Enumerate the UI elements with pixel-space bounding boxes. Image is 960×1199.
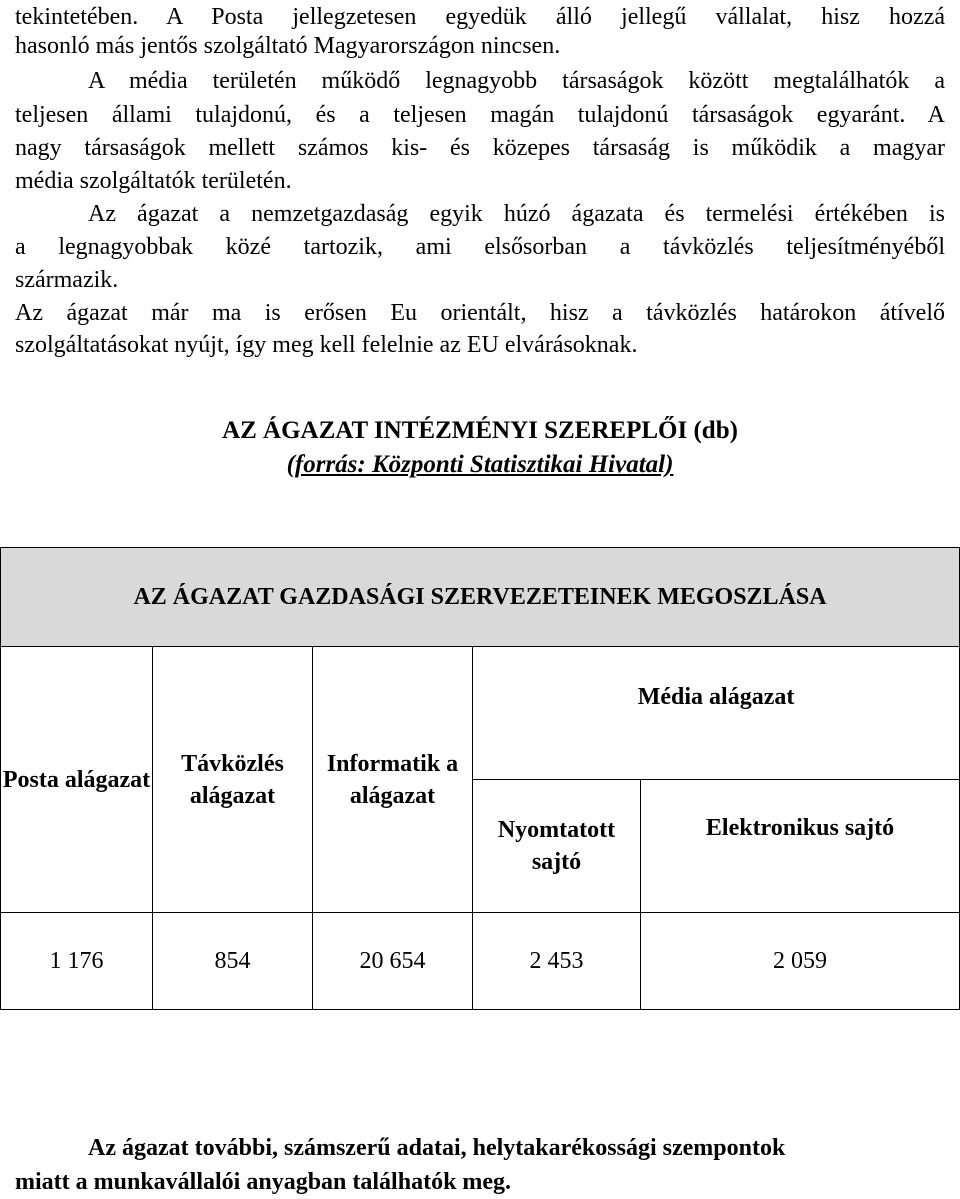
paragraph-1-line-1: tekintetében. A Posta jellegzetesen egyedük álló jellegű vállalat, hisz hozzá [15,4,945,30]
value-posta: 1 176 [1,913,153,1010]
footer-note-line-2: miatt a munkavállalói anyagban találhatók meg. [15,1169,512,1195]
paragraph-4-line-1: Az ágazat már ma is erősen Eu orientált, hisz a távközlés határokon átívelő [15,300,945,326]
paragraph-2-line-2: teljesen állami tulajdonú, és a teljesen magán tulajdonú társaságok egyaránt. A [15,102,945,128]
paragraph-3-line-1: Az ágazat a nemzetgazdaság egyik húzó ágazata és termelési értékében is [88,201,945,227]
paragraph-3-line-3: származik. [15,267,119,293]
header-nyomtatott-label: Nyomtatott sajtó [497,817,616,875]
paragraph-2-line-3: nagy társaságok mellett számos kis- és közepes társaság is működik a magyar [15,135,945,161]
header-tavkozles-label: Távközlés alágazat [181,750,284,809]
header-media-label: Média alágazat [637,684,795,710]
paragraph-2-line-4: média szolgáltatók területén. [15,168,292,194]
header-elektronikus-label: Elektronikus sajtó [705,815,895,841]
header-tavkozles [153,647,313,913]
paragraph-1-line-2: hasonló más jentős szolgáltató Magyarországon nincsen. [15,33,561,59]
header-posta [1,647,153,913]
value-elektronikus: 2 059 [641,913,960,1010]
value-nyomtatott: 2 453 [473,913,641,1010]
paragraph-2-line-1: A média területén működő legnagyobb társaságok között megtalálhatók a [88,68,945,94]
paragraph-3-line-2: a legnagyobbak közé tartozik, ami elsősorban a távközlés teljesítményéből [15,234,945,260]
value-informatika: 20 654 [313,913,473,1010]
header-informatika-label: Informatik a alágazat [326,750,459,809]
header-informatika [313,647,473,913]
header-posta-label: Posta alágazat [2,766,151,793]
header-nyomtatott [473,780,641,913]
paragraph-4-line-2: szolgáltatásokat nyújt, így meg kell felelnie az EU elvárásoknak. [15,332,638,358]
section-source: (forrás: Központi Statisztikai Hivatal) [286,451,674,478]
footer-note-line-1: Az ágazat további, számszerű adatai, helytakarékossági szempontok [88,1135,786,1161]
table-title: AZ ÁGAZAT GAZDASÁGI SZERVEZETEINEK MEGOSZLÁSA [1,548,960,647]
section-title: AZ ÁGAZAT INTÉZMÉNYI SZEREPLŐI (db) [222,417,738,444]
header-media [473,647,960,780]
distribution-table [0,547,960,1010]
header-elektronikus [641,780,960,913]
value-tavkozles: 854 [153,913,313,1010]
